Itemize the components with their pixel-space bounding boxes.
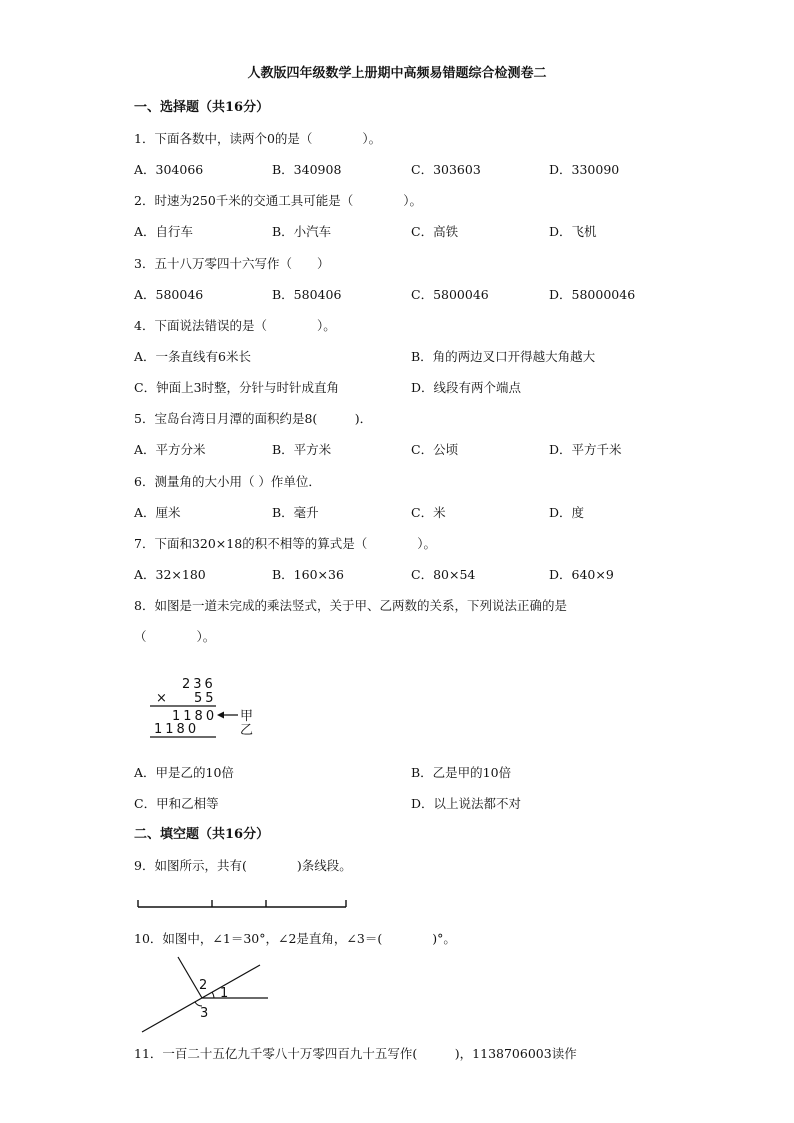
question-stem: 6．测量角的大小用（ ）作单位． [134,474,321,489]
option-c: C．米 [411,505,446,520]
multiplier: 55 [194,691,217,706]
option-d: D．线段有两个端点 [411,380,522,395]
multiplicand: 236 [182,677,216,692]
question-stem: 1．下面各数中，读两个0的是（ ）。 [134,131,382,146]
question-stem: 11．一百二十五亿九千零八十万零四百九十五写作( )，1138706003读作 [134,1046,577,1061]
option-d: D．330090 [549,162,620,177]
partial-product-yi: 1180 [154,722,200,737]
option-b: B．角的两边叉口开得越大角越大 [411,349,596,364]
question-stem: 9．如图所示，共有( )条线段。 [134,858,352,873]
option-c: C．公顷 [411,442,459,457]
times-sign: × [156,691,167,706]
multiplication-figure [140,670,270,740]
option-b: B．340908 [272,162,342,177]
label-jia: 甲 [240,709,254,724]
option-d: D．以上说法都不对 [411,796,522,811]
line-segment-figure [134,896,354,912]
partial-product-jia: 1180 [172,709,218,724]
label-yi: 乙 [240,723,254,738]
option-b: B．毫升 [272,505,319,520]
option-a: A．一条直线有6米长 [134,349,251,364]
question-stem: 2．时速为250千米的交通工具可能是（ ）。 [134,193,423,208]
question-stem: 7．下面和320×18的积不相等的算式是（ ）。 [134,536,436,551]
angle-label-1: 1 [220,986,229,1001]
option-a: A．厘米 [134,505,181,520]
option-b: B．小汽车 [272,224,332,239]
option-d: D．度 [549,505,585,520]
option-b: B．平方米 [272,442,332,457]
question-stem: 5．宝岛台湾日月潭的面积约是8( )． [134,411,373,426]
option-c: C．80×54 [411,567,476,582]
section-heading-choice: 一、选择题（共16分） [134,100,270,115]
option-d: D．平方千米 [549,442,622,457]
option-c: C．高铁 [411,224,459,239]
option-a: A．580046 [134,287,204,302]
option-a: A．甲是乙的10倍 [134,765,234,780]
option-b: B．580406 [272,287,342,302]
arrow-head [217,712,224,719]
option-d: D．58000046 [549,287,636,302]
option-d: D．640×9 [549,567,614,582]
angle-figure [140,955,270,1035]
option-b: B．乙是甲的10倍 [411,765,512,780]
option-a: A．自行车 [134,224,194,239]
angle-arc-1 [212,992,214,998]
question-stem: 10．如图中，∠1＝30°，∠2是直角，∠3＝( )°。 [134,931,456,946]
question-stem: 3．五十八万零四十六写作（ ） [134,256,330,271]
question-stem-continued: （ ）。 [134,629,216,644]
angle-label-2: 2 [199,978,208,993]
question-stem: 4．下面说法错误的是（ ）。 [134,318,336,333]
section-heading-fill: 二、填空题（共16分） [134,827,270,842]
option-a: A．32×180 [134,567,206,582]
page-title: 人教版四年级数学上册期中高频易错题综合检测卷二 [247,66,547,81]
option-c: C．5800046 [411,287,489,302]
option-b: B．160×36 [272,567,344,582]
option-c: C．钟面上3时整，分针与时针成直角 [134,380,340,395]
angle-label-3: 3 [200,1006,209,1021]
option-c: C．303603 [411,162,481,177]
option-a: A．平方分米 [134,442,206,457]
option-d: D．飞机 [549,224,597,239]
question-stem: 8．如图是一道未完成的乘法竖式，关于甲、乙两数的关系，下列说法正确的是 [134,598,567,613]
option-a: A．304066 [134,162,204,177]
option-c: C．甲和乙相等 [134,796,219,811]
